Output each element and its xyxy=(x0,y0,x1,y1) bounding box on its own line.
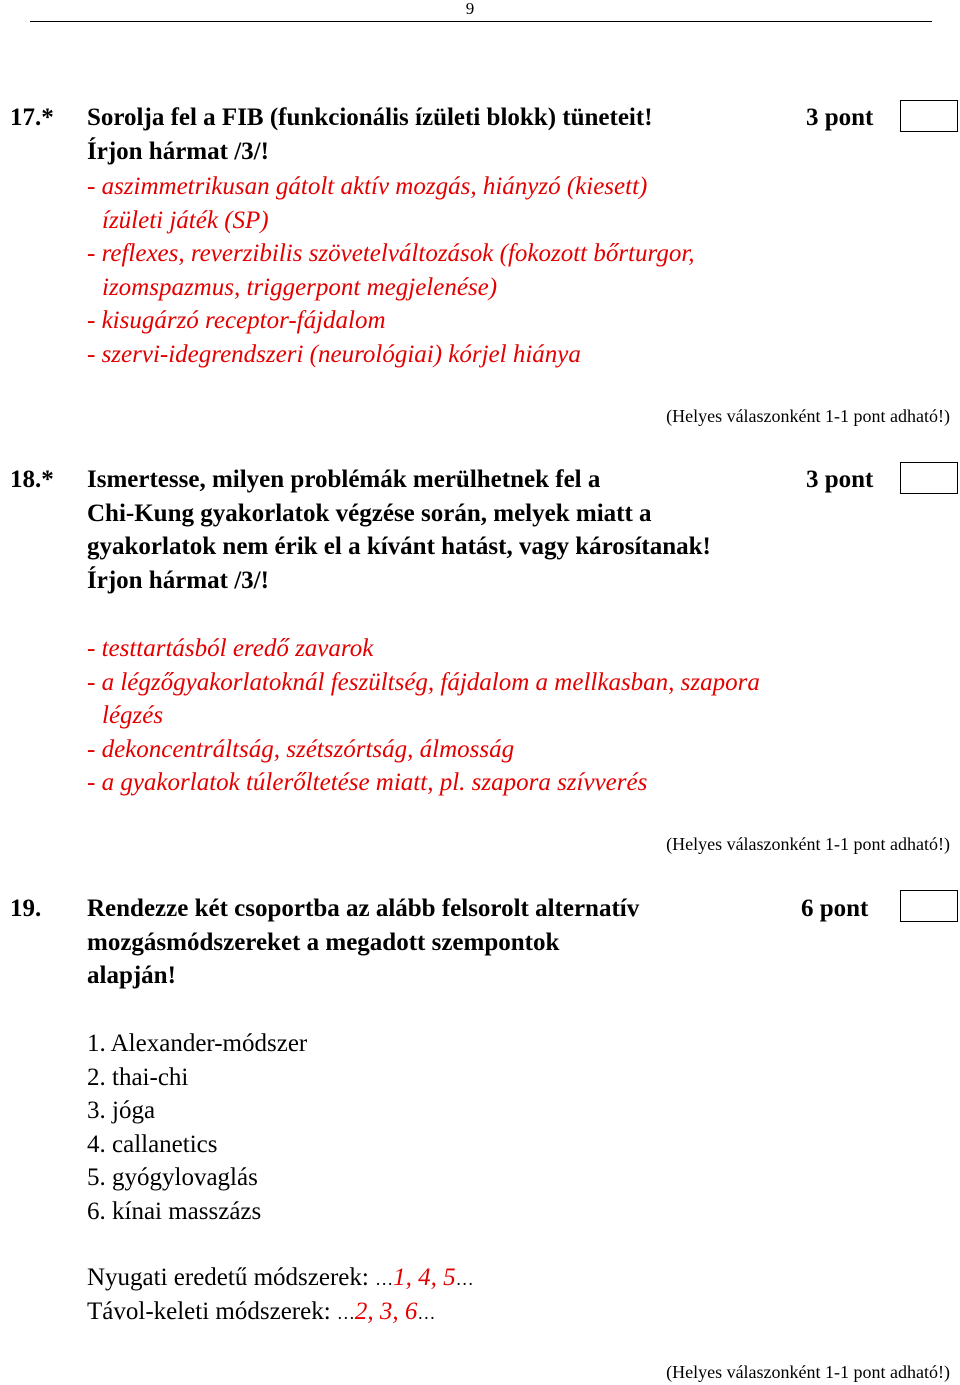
scoring-note: (Helyes válaszonként 1-1 pont adható!) xyxy=(666,1362,950,1382)
question-19-number: 19. xyxy=(10,895,42,922)
scoring-note: (Helyes válaszonként 1-1 pont adható!) xyxy=(666,834,950,854)
western-methods-line xyxy=(87,1261,474,1297)
list-item: 3. jóga xyxy=(87,1097,156,1124)
list-item: 5. gyógylovaglás xyxy=(87,1164,258,1191)
answer-line: - testtartásból eredő zavarok xyxy=(87,635,374,662)
answer-line: - a légzőgyakorlatoknál feszültség, fájdalom a mellkasban, szapora xyxy=(87,668,760,696)
answer-line: légzés xyxy=(102,702,164,729)
fill-dots: … xyxy=(336,1303,355,1323)
western-methods-answer: 1, 4, 5 xyxy=(393,1264,456,1291)
list-item: 4. callanetics xyxy=(87,1130,218,1158)
question-18-prompt: Ismertesse, milyen problémák merülhetnek fel a Chi-Kung gyakorlatok végzése során, melyek miatt a gyakorlatok nem érik el a kívánt hatást, vagy károsítanak! Írjon hármat /3/! xyxy=(87,466,711,594)
answer-line: izomspazmus, triggerpont megjelenése) xyxy=(102,273,498,301)
scoring-note: (Helyes válaszonként 1-1 pont adható!) xyxy=(666,406,950,426)
question-19-points: 6 pont xyxy=(801,895,869,922)
question-19-score-box[interactable] xyxy=(900,890,958,922)
fill-dots: … xyxy=(375,1269,394,1289)
answer-line: - kisugárzó receptor-fájdalom xyxy=(87,307,386,334)
method-list xyxy=(87,1027,307,1228)
list-item: 1. Alexander-módszer xyxy=(87,1030,308,1057)
question-19-prompt: Rendezze két csoportba az alább felsorolt alternatív mozgásmódszereket a megadott szempontok alapján! xyxy=(87,895,640,989)
question-17-number: 17.* xyxy=(10,104,54,131)
answer-line: - aszimmetrikusan gátolt aktív mozgás, hiányzó (kiesett) xyxy=(87,173,648,200)
question-18-points: 3 pont xyxy=(806,466,874,493)
eastern-methods-label: Távol-keleti módszerek: xyxy=(87,1298,337,1325)
question-17-score-box[interactable] xyxy=(900,100,958,132)
answer-line: - szervi-idegrendszeri (neurológiai) kórjel hiánya xyxy=(87,340,581,368)
answer-line: - dekoncentráltság, szétszórtság, álmosság xyxy=(87,735,515,763)
question-17-prompt: Sorolja fel a FIB (funkcionális ízületi blokk) tüneteit! Írjon hármat /3/! xyxy=(87,104,653,165)
answer-line: - reflexes, reverzibilis szövetelváltozások (fokozott bőrturgor, xyxy=(87,240,695,267)
answer-line: - a gyakorlatok túlerőltetése miatt, pl. szapora szívverés xyxy=(87,769,648,796)
eastern-methods-line xyxy=(87,1295,435,1331)
question-17-answers xyxy=(87,170,695,371)
eastern-methods-answer: 2, 3, 6 xyxy=(354,1298,418,1325)
question-18-number: 18.* xyxy=(10,466,54,493)
fill-dots: … xyxy=(417,1303,436,1323)
question-18-score-box[interactable] xyxy=(900,462,958,494)
fill-dots: … xyxy=(455,1269,474,1289)
list-item: 2. thai-chi xyxy=(87,1063,189,1091)
page-number: 9 xyxy=(465,0,475,18)
question-18-answers xyxy=(87,632,760,800)
header-rule xyxy=(30,21,932,22)
question-17-points: 3 pont xyxy=(806,104,874,131)
western-methods-label: Nyugati eredetű módszerek: xyxy=(87,1264,376,1291)
answer-line: ízületi játék (SP) xyxy=(102,206,269,234)
list-item: 6. kínai masszázs xyxy=(87,1197,262,1225)
